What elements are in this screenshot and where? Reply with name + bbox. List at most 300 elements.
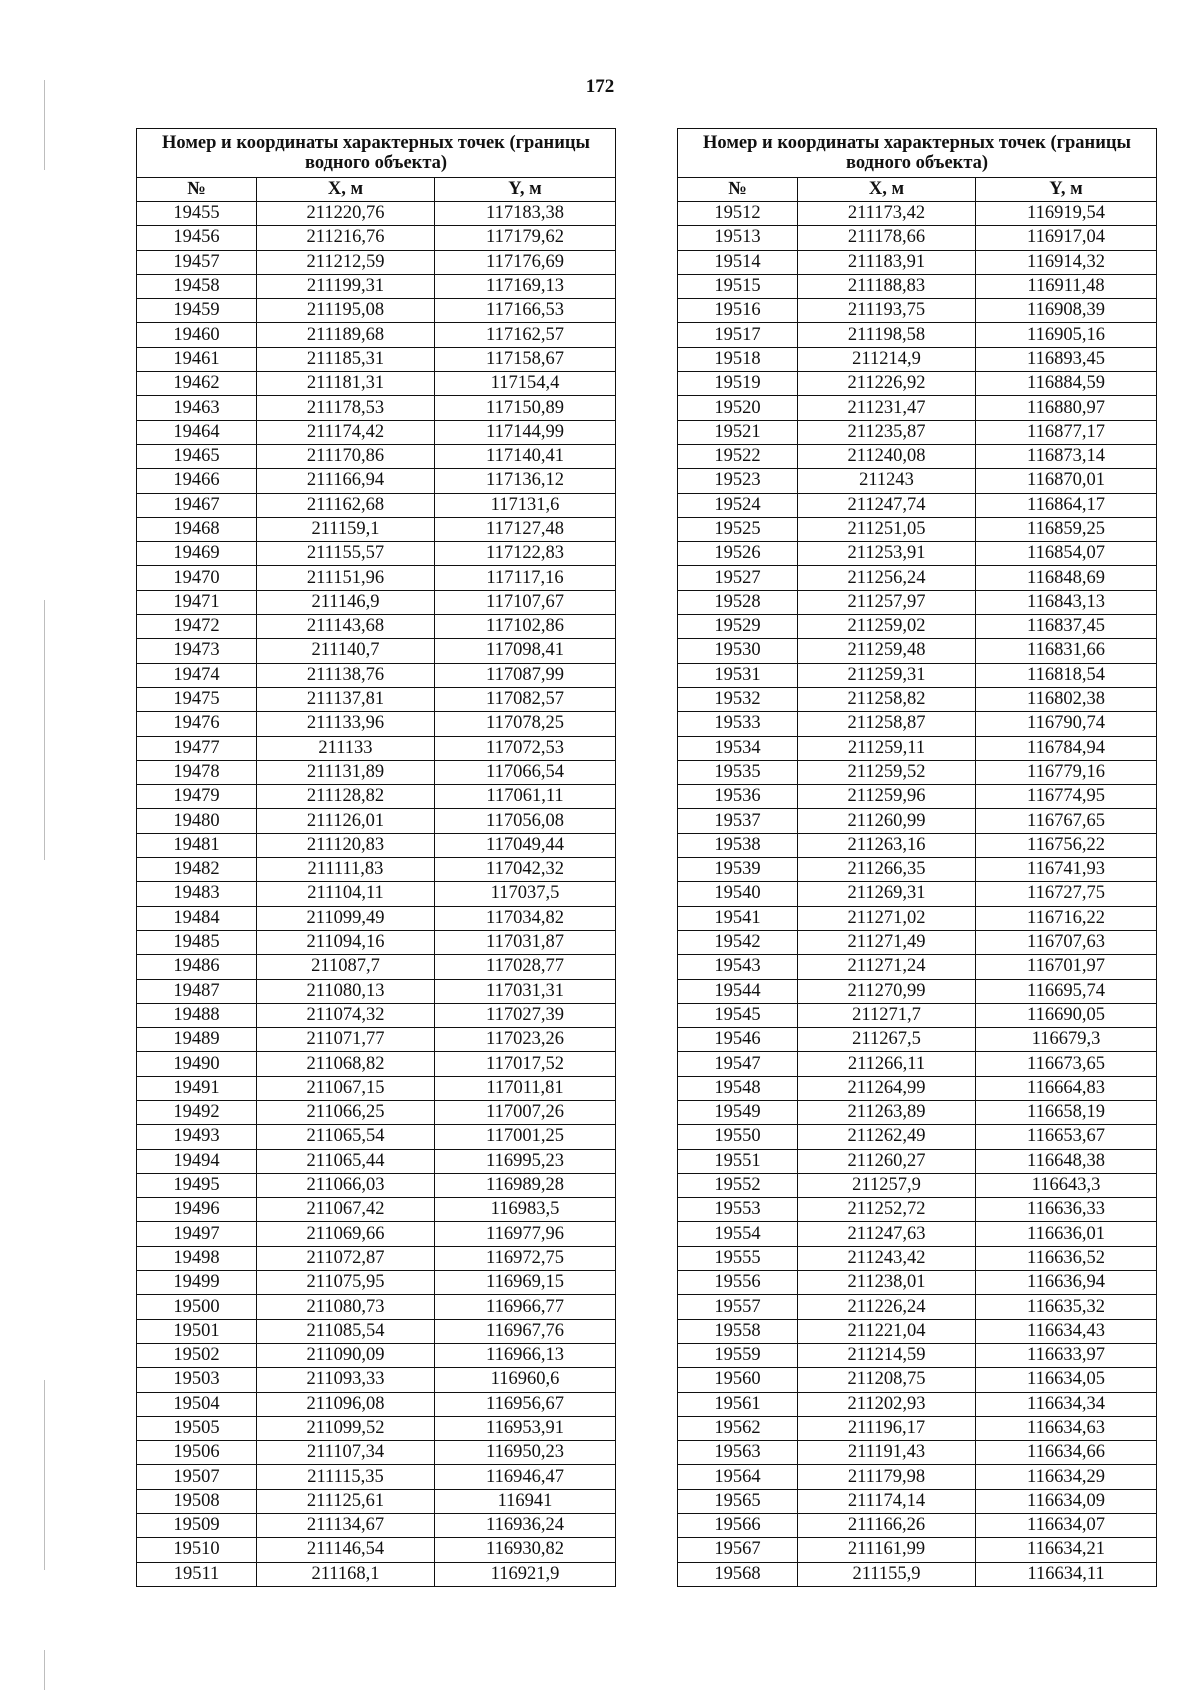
point-number: 19494 bbox=[137, 1149, 257, 1173]
table-row bbox=[137, 1295, 616, 1319]
coord-y: 116634,63 bbox=[976, 1416, 1157, 1440]
coord-y: 116953,91 bbox=[435, 1416, 616, 1440]
coord-x: 211125,61 bbox=[257, 1489, 435, 1513]
coord-y: 117001,25 bbox=[435, 1125, 616, 1149]
point-number: 19467 bbox=[137, 493, 257, 517]
coord-x: 211263,16 bbox=[798, 833, 976, 857]
coordinates-table-right bbox=[677, 128, 1157, 1587]
coord-x: 211252,72 bbox=[798, 1198, 976, 1222]
table-row bbox=[137, 663, 616, 687]
coord-x: 211162,68 bbox=[257, 493, 435, 517]
coord-x: 211075,95 bbox=[257, 1271, 435, 1295]
table-row bbox=[137, 1100, 616, 1124]
point-number: 19526 bbox=[678, 542, 798, 566]
coord-y: 116634,05 bbox=[976, 1368, 1157, 1392]
point-number: 19491 bbox=[137, 1076, 257, 1100]
point-number: 19536 bbox=[678, 785, 798, 809]
point-number: 19532 bbox=[678, 687, 798, 711]
table-title: Номер и координаты характерных точек (границы водного объекта) bbox=[137, 129, 616, 178]
coord-x: 211069,66 bbox=[257, 1222, 435, 1246]
coord-x: 211094,16 bbox=[257, 930, 435, 954]
point-number: 19472 bbox=[137, 615, 257, 639]
coord-x: 211168,1 bbox=[257, 1562, 435, 1586]
point-number: 19508 bbox=[137, 1489, 257, 1513]
point-number: 19546 bbox=[678, 1028, 798, 1052]
table-row bbox=[137, 420, 616, 444]
table-row bbox=[137, 396, 616, 420]
point-number: 19457 bbox=[137, 250, 257, 274]
column-header-row bbox=[678, 178, 1157, 202]
point-number: 19462 bbox=[137, 372, 257, 396]
coord-y: 116960,6 bbox=[435, 1368, 616, 1392]
table-row bbox=[678, 1028, 1157, 1052]
table-row bbox=[678, 274, 1157, 298]
table-row bbox=[678, 979, 1157, 1003]
table-row bbox=[678, 250, 1157, 274]
coord-x: 211174,42 bbox=[257, 420, 435, 444]
coord-y: 116634,21 bbox=[976, 1538, 1157, 1562]
coord-y: 116636,94 bbox=[976, 1271, 1157, 1295]
point-number: 19470 bbox=[137, 566, 257, 590]
coord-y: 116950,23 bbox=[435, 1441, 616, 1465]
coord-x: 211104,11 bbox=[257, 882, 435, 906]
point-number: 19478 bbox=[137, 760, 257, 784]
point-number: 19500 bbox=[137, 1295, 257, 1319]
coord-y: 116972,75 bbox=[435, 1246, 616, 1270]
coord-x: 211258,82 bbox=[798, 687, 976, 711]
coord-y: 116946,47 bbox=[435, 1465, 616, 1489]
point-number: 19473 bbox=[137, 639, 257, 663]
coord-y: 116636,52 bbox=[976, 1246, 1157, 1270]
point-number: 19485 bbox=[137, 930, 257, 954]
coord-y: 117176,69 bbox=[435, 250, 616, 274]
coord-y: 116966,77 bbox=[435, 1295, 616, 1319]
coord-x: 211146,54 bbox=[257, 1538, 435, 1562]
table-row bbox=[137, 1489, 616, 1513]
table-row bbox=[678, 1514, 1157, 1538]
coord-y: 117049,44 bbox=[435, 833, 616, 857]
coord-x: 211196,17 bbox=[798, 1416, 976, 1440]
coord-x: 211179,98 bbox=[798, 1465, 976, 1489]
point-number: 19557 bbox=[678, 1295, 798, 1319]
coord-x: 211191,43 bbox=[798, 1441, 976, 1465]
coord-y: 116767,65 bbox=[976, 809, 1157, 833]
coord-y: 117028,77 bbox=[435, 955, 616, 979]
point-number: 19538 bbox=[678, 833, 798, 857]
table-row bbox=[137, 1052, 616, 1076]
coord-y: 116989,28 bbox=[435, 1173, 616, 1197]
coord-y: 116873,14 bbox=[976, 444, 1157, 468]
coord-x: 211266,11 bbox=[798, 1052, 976, 1076]
table-row bbox=[678, 785, 1157, 809]
point-number: 19528 bbox=[678, 590, 798, 614]
table-row bbox=[678, 347, 1157, 371]
coord-y: 116843,13 bbox=[976, 590, 1157, 614]
coord-x: 211264,99 bbox=[798, 1076, 976, 1100]
table-row bbox=[137, 1562, 616, 1586]
point-number: 19554 bbox=[678, 1222, 798, 1246]
coord-y: 117169,13 bbox=[435, 274, 616, 298]
point-number: 19524 bbox=[678, 493, 798, 517]
coord-y: 116837,45 bbox=[976, 615, 1157, 639]
coord-y: 117107,67 bbox=[435, 590, 616, 614]
point-number: 19499 bbox=[137, 1271, 257, 1295]
table-row bbox=[137, 1246, 616, 1270]
point-number: 19490 bbox=[137, 1052, 257, 1076]
point-number: 19512 bbox=[678, 202, 798, 226]
coord-y: 116695,74 bbox=[976, 979, 1157, 1003]
coord-x: 211193,75 bbox=[798, 299, 976, 323]
coord-x: 211238,01 bbox=[798, 1271, 976, 1295]
coord-x: 211235,87 bbox=[798, 420, 976, 444]
coord-x: 211087,7 bbox=[257, 955, 435, 979]
coord-x: 211138,76 bbox=[257, 663, 435, 687]
point-number: 19464 bbox=[137, 420, 257, 444]
coord-x: 211067,42 bbox=[257, 1198, 435, 1222]
table-row bbox=[678, 736, 1157, 760]
coord-y: 117179,62 bbox=[435, 226, 616, 250]
coord-x: 211271,02 bbox=[798, 906, 976, 930]
coord-x: 211259,96 bbox=[798, 785, 976, 809]
point-number: 19568 bbox=[678, 1562, 798, 1586]
coord-y: 116636,01 bbox=[976, 1222, 1157, 1246]
coord-y: 116969,15 bbox=[435, 1271, 616, 1295]
coord-x: 211074,32 bbox=[257, 1003, 435, 1027]
point-number: 19555 bbox=[678, 1246, 798, 1270]
coord-x: 211133,96 bbox=[257, 712, 435, 736]
coord-x: 211221,04 bbox=[798, 1319, 976, 1343]
table-row bbox=[678, 1343, 1157, 1367]
point-number: 19503 bbox=[137, 1368, 257, 1392]
table-row bbox=[137, 372, 616, 396]
coord-x: 211220,76 bbox=[257, 202, 435, 226]
coord-y: 116633,97 bbox=[976, 1343, 1157, 1367]
point-number: 19511 bbox=[137, 1562, 257, 1586]
table-row bbox=[137, 226, 616, 250]
coord-y: 117037,5 bbox=[435, 882, 616, 906]
coord-y: 116911,48 bbox=[976, 274, 1157, 298]
coord-x: 211155,57 bbox=[257, 542, 435, 566]
table-row bbox=[678, 1100, 1157, 1124]
coord-y: 116941 bbox=[435, 1489, 616, 1513]
point-number: 19549 bbox=[678, 1100, 798, 1124]
coord-x: 211085,54 bbox=[257, 1319, 435, 1343]
point-number: 19487 bbox=[137, 979, 257, 1003]
table-row bbox=[137, 979, 616, 1003]
coord-y: 116774,95 bbox=[976, 785, 1157, 809]
point-number: 19544 bbox=[678, 979, 798, 1003]
coord-x: 211146,9 bbox=[257, 590, 435, 614]
table-title: Номер и координаты характерных точек (границы водного объекта) bbox=[678, 129, 1157, 178]
table-row bbox=[678, 372, 1157, 396]
coord-y: 116653,67 bbox=[976, 1125, 1157, 1149]
table-row bbox=[678, 542, 1157, 566]
coord-x: 211080,73 bbox=[257, 1295, 435, 1319]
coord-y: 116634,09 bbox=[976, 1489, 1157, 1513]
coord-y: 117122,83 bbox=[435, 542, 616, 566]
coord-x: 211214,9 bbox=[798, 347, 976, 371]
column-header-number: № bbox=[678, 178, 798, 202]
table-row bbox=[137, 517, 616, 541]
table-row bbox=[678, 760, 1157, 784]
point-number: 19520 bbox=[678, 396, 798, 420]
coord-y: 116908,39 bbox=[976, 299, 1157, 323]
coord-x: 211140,7 bbox=[257, 639, 435, 663]
coord-x: 211126,01 bbox=[257, 809, 435, 833]
table-row bbox=[137, 1222, 616, 1246]
point-number: 19563 bbox=[678, 1441, 798, 1465]
table-row bbox=[678, 517, 1157, 541]
table-row bbox=[137, 1149, 616, 1173]
coord-x: 211226,24 bbox=[798, 1295, 976, 1319]
coord-x: 211269,31 bbox=[798, 882, 976, 906]
table-row bbox=[678, 1489, 1157, 1513]
coord-x: 211066,03 bbox=[257, 1173, 435, 1197]
table-title-row bbox=[137, 129, 616, 178]
point-number: 19501 bbox=[137, 1319, 257, 1343]
coord-x: 211199,31 bbox=[257, 274, 435, 298]
coord-x: 211174,14 bbox=[798, 1489, 976, 1513]
point-number: 19476 bbox=[137, 712, 257, 736]
coord-x: 211208,75 bbox=[798, 1368, 976, 1392]
table-row bbox=[678, 444, 1157, 468]
coord-x: 211247,63 bbox=[798, 1222, 976, 1246]
coord-y: 116701,97 bbox=[976, 955, 1157, 979]
coord-x: 211256,24 bbox=[798, 566, 976, 590]
point-number: 19556 bbox=[678, 1271, 798, 1295]
coord-y: 116779,16 bbox=[976, 760, 1157, 784]
coord-y: 117162,57 bbox=[435, 323, 616, 347]
coord-y: 116966,13 bbox=[435, 1343, 616, 1367]
table-row bbox=[678, 1562, 1157, 1586]
table-row bbox=[678, 226, 1157, 250]
point-number: 19506 bbox=[137, 1441, 257, 1465]
point-number: 19521 bbox=[678, 420, 798, 444]
coord-x: 211068,82 bbox=[257, 1052, 435, 1076]
scan-artifact-line bbox=[44, 600, 45, 860]
table-row bbox=[137, 590, 616, 614]
table-row bbox=[678, 202, 1157, 226]
table-row bbox=[678, 930, 1157, 954]
point-number: 19497 bbox=[137, 1222, 257, 1246]
point-number: 19523 bbox=[678, 469, 798, 493]
coord-y: 117061,11 bbox=[435, 785, 616, 809]
coord-y: 117056,08 bbox=[435, 809, 616, 833]
point-number: 19471 bbox=[137, 590, 257, 614]
coord-x: 211253,91 bbox=[798, 542, 976, 566]
coord-x: 211183,91 bbox=[798, 250, 976, 274]
point-number: 19504 bbox=[137, 1392, 257, 1416]
point-number: 19535 bbox=[678, 760, 798, 784]
coord-x: 211271,7 bbox=[798, 1003, 976, 1027]
coord-y: 116635,32 bbox=[976, 1295, 1157, 1319]
point-number: 19513 bbox=[678, 226, 798, 250]
table-row bbox=[678, 1246, 1157, 1270]
coord-y: 117066,54 bbox=[435, 760, 616, 784]
coord-x: 211240,08 bbox=[798, 444, 976, 468]
coord-x: 211181,31 bbox=[257, 372, 435, 396]
point-number: 19565 bbox=[678, 1489, 798, 1513]
coord-y: 116831,66 bbox=[976, 639, 1157, 663]
coord-x: 211093,33 bbox=[257, 1368, 435, 1392]
coord-y: 116716,22 bbox=[976, 906, 1157, 930]
coord-y: 116784,94 bbox=[976, 736, 1157, 760]
coord-x: 211115,35 bbox=[257, 1465, 435, 1489]
table-row bbox=[678, 615, 1157, 639]
coord-y: 117102,86 bbox=[435, 615, 616, 639]
coord-y: 117011,81 bbox=[435, 1076, 616, 1100]
coord-x: 211214,59 bbox=[798, 1343, 976, 1367]
table-row bbox=[137, 639, 616, 663]
table-row bbox=[678, 1319, 1157, 1343]
coord-x: 211189,68 bbox=[257, 323, 435, 347]
coord-y: 116864,17 bbox=[976, 493, 1157, 517]
point-number: 19529 bbox=[678, 615, 798, 639]
table-row bbox=[137, 1198, 616, 1222]
coord-x: 211188,83 bbox=[798, 274, 976, 298]
point-number: 19541 bbox=[678, 906, 798, 930]
coord-y: 116983,5 bbox=[435, 1198, 616, 1222]
coord-x: 211231,47 bbox=[798, 396, 976, 420]
coord-y: 116658,19 bbox=[976, 1100, 1157, 1124]
point-number: 19460 bbox=[137, 323, 257, 347]
table-row bbox=[678, 1295, 1157, 1319]
coord-y: 116977,96 bbox=[435, 1222, 616, 1246]
coord-y: 116870,01 bbox=[976, 469, 1157, 493]
coord-y: 117072,53 bbox=[435, 736, 616, 760]
table-row bbox=[678, 1125, 1157, 1149]
coord-y: 116707,63 bbox=[976, 930, 1157, 954]
coord-y: 116790,74 bbox=[976, 712, 1157, 736]
coord-x: 211263,89 bbox=[798, 1100, 976, 1124]
table-row bbox=[137, 1465, 616, 1489]
coord-x: 211161,99 bbox=[798, 1538, 976, 1562]
table-row bbox=[137, 1173, 616, 1197]
table-row bbox=[137, 493, 616, 517]
point-number: 19505 bbox=[137, 1416, 257, 1440]
table-row bbox=[137, 906, 616, 930]
coord-y: 116919,54 bbox=[976, 202, 1157, 226]
coord-x: 211065,44 bbox=[257, 1149, 435, 1173]
coord-x: 211072,87 bbox=[257, 1246, 435, 1270]
coord-x: 211137,81 bbox=[257, 687, 435, 711]
table-row bbox=[137, 809, 616, 833]
table-row bbox=[137, 712, 616, 736]
table-row bbox=[678, 1441, 1157, 1465]
table-row bbox=[137, 299, 616, 323]
table-row bbox=[678, 1465, 1157, 1489]
coord-x: 211259,52 bbox=[798, 760, 976, 784]
table-row bbox=[678, 1271, 1157, 1295]
coord-x: 211195,08 bbox=[257, 299, 435, 323]
coord-y: 116956,67 bbox=[435, 1392, 616, 1416]
point-number: 19484 bbox=[137, 906, 257, 930]
point-number: 19509 bbox=[137, 1514, 257, 1538]
point-number: 19468 bbox=[137, 517, 257, 541]
table-row bbox=[137, 1416, 616, 1440]
point-number: 19502 bbox=[137, 1343, 257, 1367]
table-row bbox=[137, 323, 616, 347]
table-row bbox=[137, 469, 616, 493]
column-header-y: Y, м bbox=[435, 178, 616, 202]
point-number: 19481 bbox=[137, 833, 257, 857]
coord-y: 116664,83 bbox=[976, 1076, 1157, 1100]
point-number: 19459 bbox=[137, 299, 257, 323]
coord-x: 211111,83 bbox=[257, 858, 435, 882]
point-number: 19475 bbox=[137, 687, 257, 711]
coord-x: 211257,9 bbox=[798, 1173, 976, 1197]
table-row bbox=[137, 760, 616, 784]
point-number: 19510 bbox=[137, 1538, 257, 1562]
table-row bbox=[678, 1392, 1157, 1416]
point-number: 19558 bbox=[678, 1319, 798, 1343]
coord-y: 116634,43 bbox=[976, 1319, 1157, 1343]
point-number: 19486 bbox=[137, 955, 257, 979]
coord-y: 116884,59 bbox=[976, 372, 1157, 396]
point-number: 19527 bbox=[678, 566, 798, 590]
point-number: 19542 bbox=[678, 930, 798, 954]
coord-y: 116634,07 bbox=[976, 1514, 1157, 1538]
table-row bbox=[137, 1392, 616, 1416]
coord-y: 116859,25 bbox=[976, 517, 1157, 541]
table-row bbox=[137, 687, 616, 711]
coord-x: 211185,31 bbox=[257, 347, 435, 371]
column-header-number: № bbox=[137, 178, 257, 202]
point-number: 19545 bbox=[678, 1003, 798, 1027]
coord-x: 211067,15 bbox=[257, 1076, 435, 1100]
table-row bbox=[678, 1198, 1157, 1222]
table-row bbox=[137, 1076, 616, 1100]
point-number: 19456 bbox=[137, 226, 257, 250]
point-number: 19551 bbox=[678, 1149, 798, 1173]
table-row bbox=[678, 1173, 1157, 1197]
coord-y: 117144,99 bbox=[435, 420, 616, 444]
coord-x: 211247,74 bbox=[798, 493, 976, 517]
point-number: 19550 bbox=[678, 1125, 798, 1149]
table-row bbox=[678, 639, 1157, 663]
point-number: 19533 bbox=[678, 712, 798, 736]
scan-artifact-line bbox=[44, 1650, 45, 1690]
coord-x: 211178,66 bbox=[798, 226, 976, 250]
coord-y: 117082,57 bbox=[435, 687, 616, 711]
coord-x: 211271,24 bbox=[798, 955, 976, 979]
coord-y: 116877,17 bbox=[976, 420, 1157, 444]
coord-x: 211107,34 bbox=[257, 1441, 435, 1465]
coord-y: 116921,9 bbox=[435, 1562, 616, 1586]
coord-x: 211080,13 bbox=[257, 979, 435, 1003]
coord-y: 117136,12 bbox=[435, 469, 616, 493]
point-number: 19531 bbox=[678, 663, 798, 687]
coord-x: 211262,49 bbox=[798, 1125, 976, 1149]
coord-y: 116880,97 bbox=[976, 396, 1157, 420]
table-row bbox=[137, 250, 616, 274]
coord-x: 211155,9 bbox=[798, 1562, 976, 1586]
point-number: 19566 bbox=[678, 1514, 798, 1538]
point-number: 19561 bbox=[678, 1392, 798, 1416]
point-number: 19547 bbox=[678, 1052, 798, 1076]
table-row bbox=[678, 323, 1157, 347]
point-number: 19560 bbox=[678, 1368, 798, 1392]
coord-y: 116636,33 bbox=[976, 1198, 1157, 1222]
point-number: 19548 bbox=[678, 1076, 798, 1100]
column-header-x: X, м bbox=[257, 178, 435, 202]
coord-y: 116756,22 bbox=[976, 833, 1157, 857]
table-row bbox=[137, 542, 616, 566]
table-row bbox=[678, 809, 1157, 833]
scan-artifact-line bbox=[44, 80, 45, 170]
table-row bbox=[137, 1028, 616, 1052]
table-row bbox=[678, 833, 1157, 857]
